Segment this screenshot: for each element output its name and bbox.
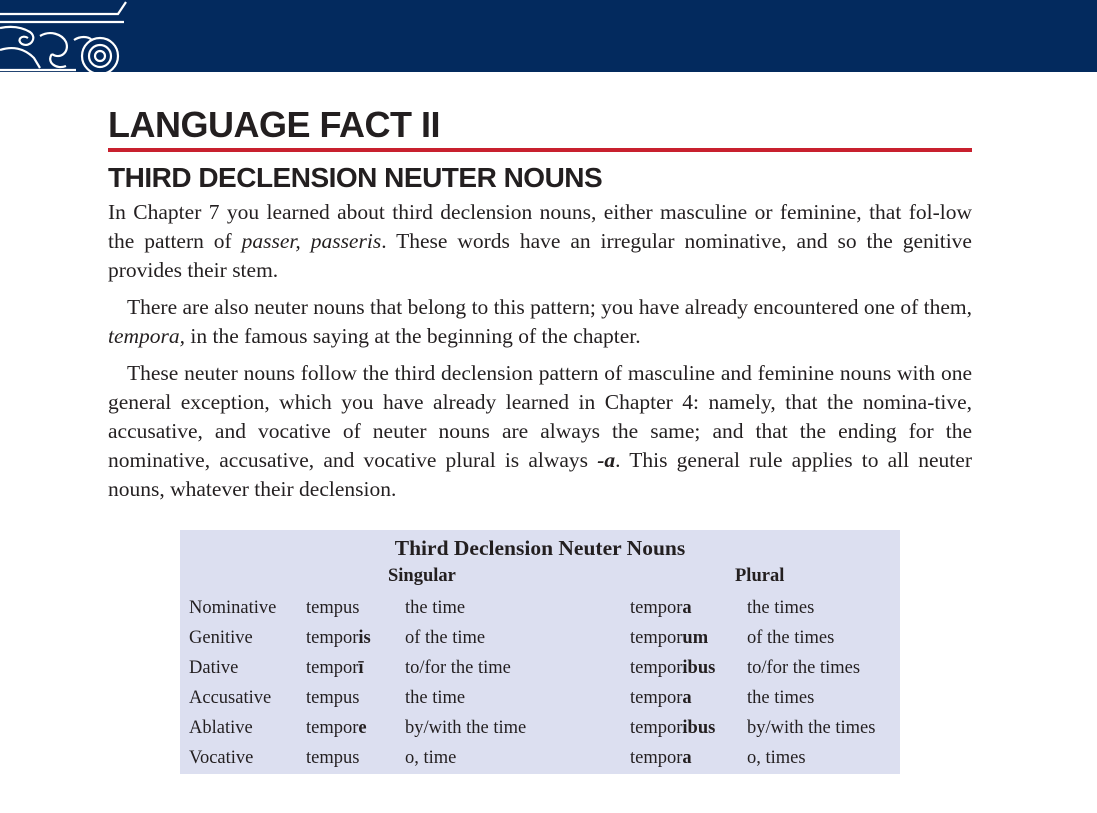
case-label: Dative xyxy=(189,658,239,678)
plural-translation: the times xyxy=(747,688,815,708)
case-label: Accusative xyxy=(189,688,272,708)
plural-translation: to/for the times xyxy=(747,658,861,678)
plural-translation: by/with the times xyxy=(747,718,876,738)
plural-form: tempora xyxy=(630,688,692,708)
plural-translation: the times xyxy=(747,598,815,618)
singular-form: tempus xyxy=(306,688,360,708)
table-row xyxy=(180,623,900,653)
table-row xyxy=(180,653,900,683)
singular-form: tempore xyxy=(306,718,367,738)
singular-translation: by/with the time xyxy=(405,718,527,738)
singular-translation: to/for the time xyxy=(405,658,511,678)
case-label: Vocative xyxy=(189,748,254,768)
case-label: Nominative xyxy=(189,598,277,618)
plural-form: tempora xyxy=(630,598,692,618)
singular-translation: o, time xyxy=(405,748,457,768)
singular-form: temporī xyxy=(306,658,364,678)
ionic-capital-icon xyxy=(0,0,130,72)
table-row xyxy=(180,683,900,713)
table-row xyxy=(180,713,900,743)
header-banner xyxy=(0,0,1097,72)
singular-translation: the time xyxy=(405,688,466,708)
paragraph-1: In Chapter 7 you learned about third declension nouns, either masculine or feminine, that fol-low the pattern of passer, passeris. These words have an irregular nominative, and so the genitive provides their stem. xyxy=(108,200,972,282)
table-title: Third Declension Neuter Nouns xyxy=(394,536,686,560)
singular-translation: of the time xyxy=(405,628,486,648)
singular-translation: the time xyxy=(405,598,466,618)
plural-form: temporum xyxy=(630,628,709,648)
page-title: LANGUAGE FACT II xyxy=(108,104,440,145)
plural-translation: o, times xyxy=(747,748,806,768)
plural-form: tempora xyxy=(630,748,692,768)
singular-form: tempus xyxy=(306,598,360,618)
plural-form: temporibus xyxy=(630,718,716,738)
plural-translation: of the times xyxy=(747,628,835,648)
declension-table xyxy=(180,530,900,774)
singular-form: temporis xyxy=(306,628,371,648)
singular-header: Singular xyxy=(388,566,456,586)
title-rule xyxy=(108,148,972,152)
table-row xyxy=(180,593,900,623)
section-title: THIRD DECLENSION NEUTER NOUNS xyxy=(108,162,603,193)
main-content xyxy=(108,104,972,504)
case-label: Genitive xyxy=(189,628,253,648)
plural-form: temporibus xyxy=(630,658,716,678)
case-label: Ablative xyxy=(189,718,253,738)
table-row xyxy=(180,743,900,773)
singular-form: tempus xyxy=(306,748,360,768)
paragraph-2: There are also neuter nouns that belong to this pattern; you have already encountered one of them, tempora, in the famous saying at the beginning of the chapter. xyxy=(108,295,972,348)
paragraph-3: These neuter nouns follow the third declension pattern of masculine and feminine nouns with one general exception, which you have already learned in Chapter 4: namely, that the nomina-tive, accusative, and vocative of neuter nouns are always the same; and that the ending for the nominative, accusative, and vocative plural is always -a. This general rule applies to all neuter nouns, whatever their declension. xyxy=(108,361,972,501)
plural-header: Plural xyxy=(735,566,785,586)
